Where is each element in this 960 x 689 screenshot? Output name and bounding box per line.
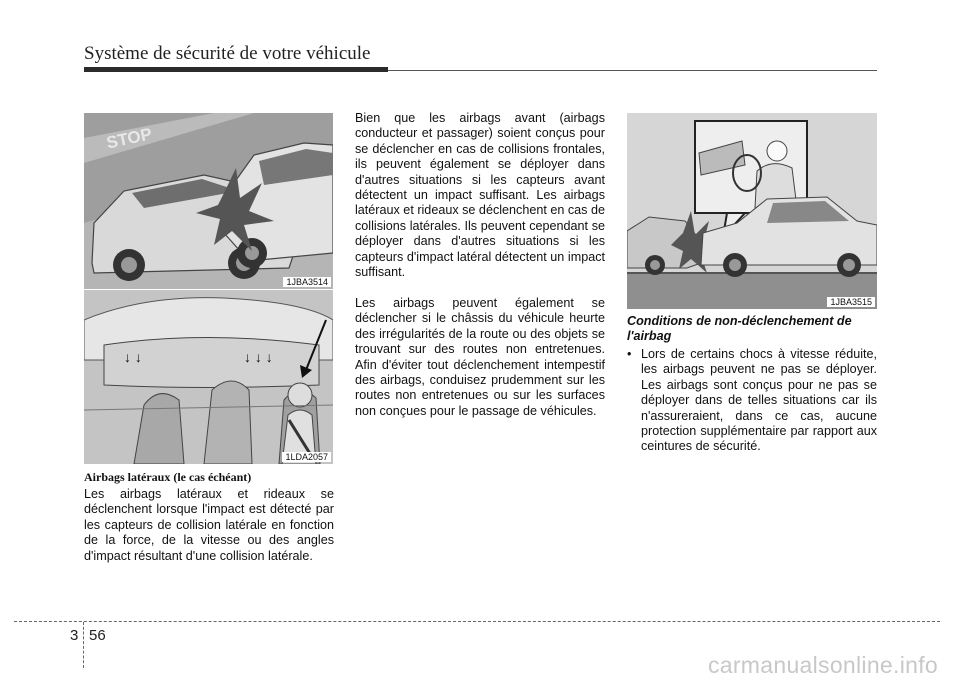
road-stop-text: STOP xyxy=(104,124,154,153)
col2-paragraph-2: Les airbags peuvent également se déclencher si le châssis du véhicule heurte des irrégularités de la route ou des objets se trouvant sur des routes non entretenues. Afin d'éviter tout déclenchement intempestif des airbags, conduisez prudemment sur les routes non entretenues ou sur les surfaces non conçues pour le passage de véhicules. xyxy=(355,296,605,418)
chapter-number: 3 xyxy=(70,627,79,644)
header-rule-thin xyxy=(388,70,877,71)
header-rule-thick xyxy=(84,67,388,72)
svg-text:↓ ↓: ↓ ↓ xyxy=(124,349,142,365)
figure-code: 1JBA3515 xyxy=(827,297,875,307)
figure-code: 1JBA3514 xyxy=(283,277,331,287)
caption-side-airbags: Airbags latéraux (le cas échéant) xyxy=(84,470,252,484)
figure-side-airbags xyxy=(84,290,333,464)
figure-frontal-collision xyxy=(627,113,877,309)
bullet-dot: • xyxy=(627,347,632,361)
bullet-item xyxy=(627,347,877,487)
figure-code: 1LDA2057 xyxy=(282,452,331,462)
svg-text:↓ ↓ ↓: ↓ ↓ ↓ xyxy=(244,349,273,365)
frontal-collision-illustration xyxy=(627,113,877,309)
section-subheading: Conditions de non-déclenchement de l'airbag xyxy=(627,314,852,344)
vehicle-collision-illustration xyxy=(84,113,333,289)
footer-divider xyxy=(83,622,84,668)
col2-paragraph-1: Bien que les airbags avant (airbags conducteur et passager) soient conçus pour se déclencher en cas de collisions frontales, ils peuvent également se déployer dans d'autres situations si les capteurs avant détectent un impact suffisant. Les airbags latéraux et rideaux se déclenchent en cas de collisions latérales. Ils peuvent cependant se déployer dans d'autres situations si les capteurs d'impact latéral détectent un impact suffisant. xyxy=(355,111,605,280)
page-number: 56 xyxy=(89,627,106,644)
page-header-title: Système de sécurité de votre véhicule xyxy=(84,43,371,64)
bullet-text: Lors de certains chocs à vitesse réduite, les airbags peuvent ne pas se déployer. Les airbags sont conçus pour ne pas se déployer dans de telles situations car ils n'assureraient, dans ce cas, aucune protection supplémentaire par rapport aux ceintures de sécurité. xyxy=(641,347,877,454)
col1-paragraph: Les airbags latéraux et rideaux se déclenchent lorsque l'impact est détecté par les capteurs de collision latérale en fonction de la force, de la vitesse ou des angles d'impact résultant d'une collision latérale. xyxy=(84,487,334,563)
watermark-text: carmanualsonline.info xyxy=(707,652,938,678)
figure-side-collision xyxy=(84,113,333,289)
side-curtain-airbag-illustration xyxy=(84,290,333,464)
footer-rule xyxy=(14,621,940,622)
